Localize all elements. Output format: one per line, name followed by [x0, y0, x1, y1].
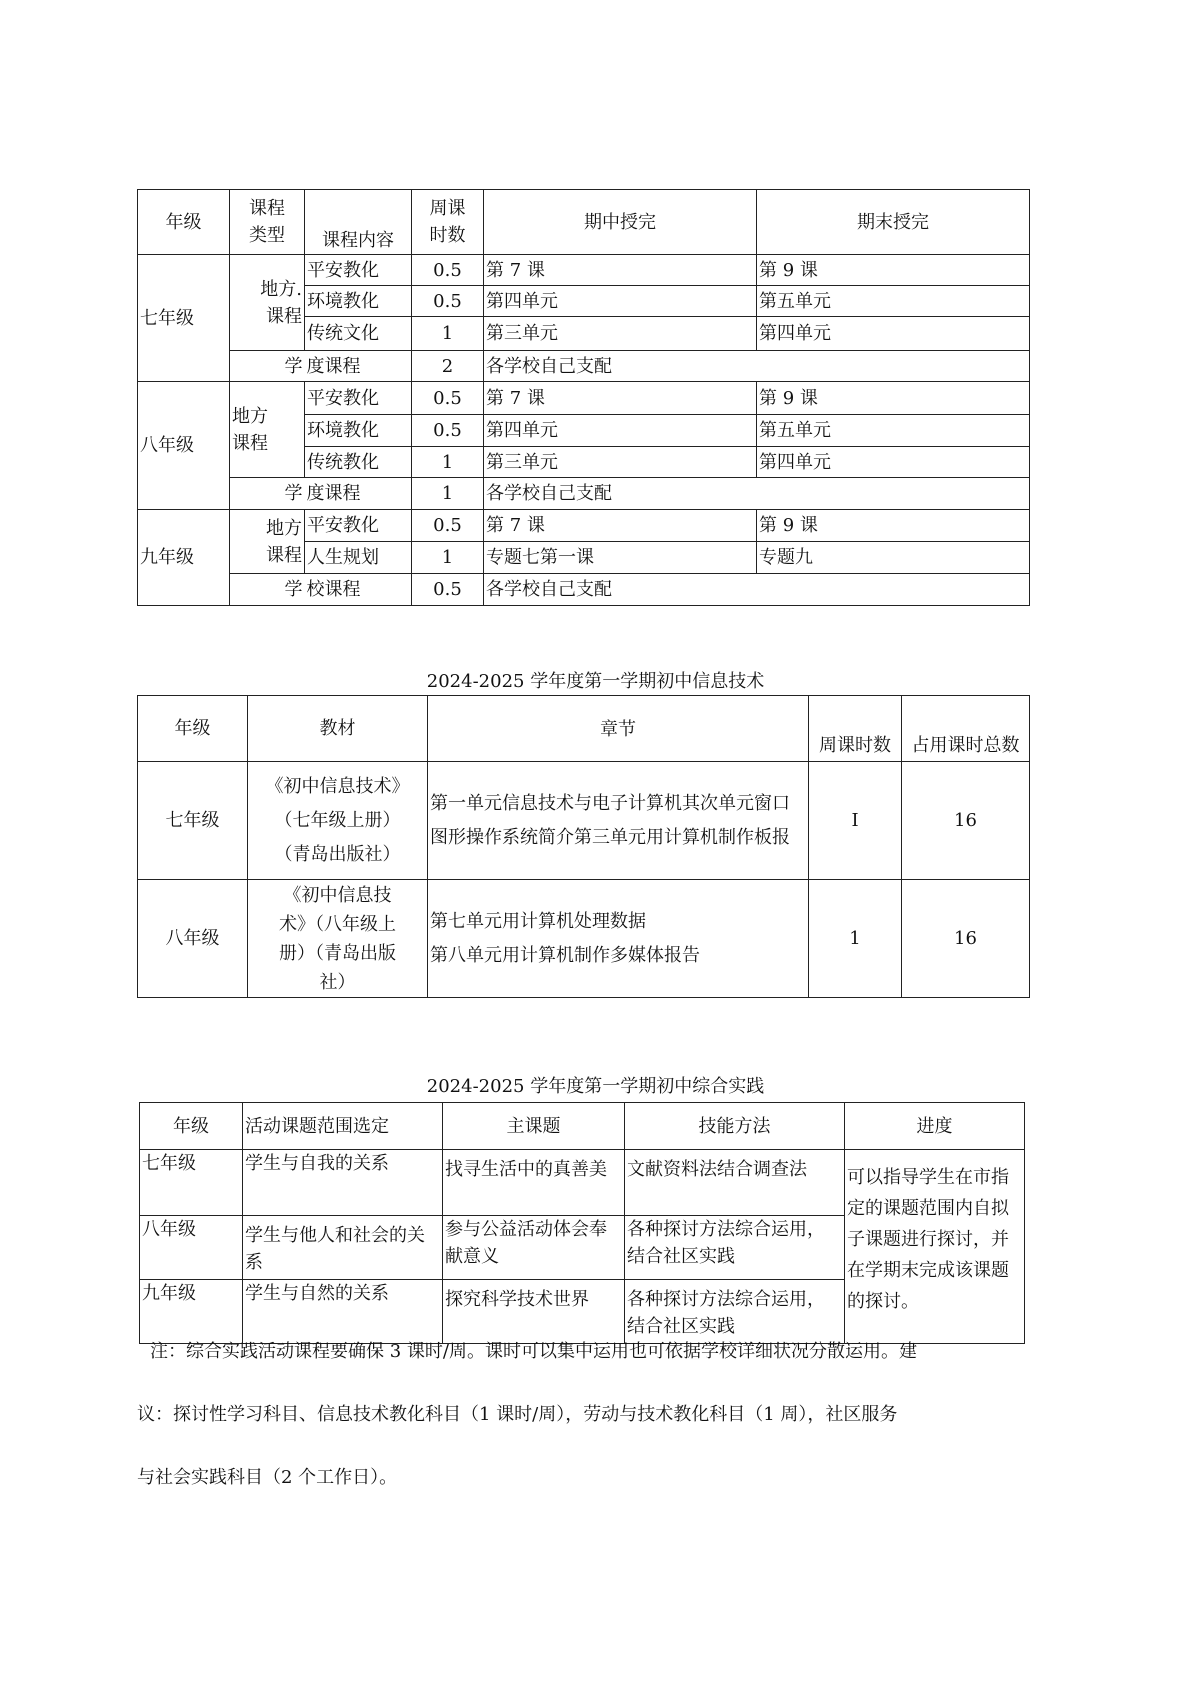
skill-cell: 文献资料法结合调查法 — [625, 1150, 845, 1216]
table-row — [138, 880, 1030, 998]
final-cell: 第四单元 — [757, 317, 1030, 351]
header-main-topic: 主课题 — [443, 1103, 625, 1150]
header-scope: 活动课题范围选定 — [243, 1103, 443, 1150]
note-line-2: 议：探讨性学习科目、信息技术教化科目（1 课时/周），劳动与技术教化科目（1 周），社区服务 — [137, 1404, 898, 1425]
course-type-cell: 地方. 课程 — [230, 255, 305, 351]
school-note-cell: 各学校自己支配 — [484, 574, 1030, 606]
skill-cell: 各种探讨方法综合运用，结合社区实践 — [625, 1280, 845, 1344]
scope-cell: 学生与他人和社会的关系 — [243, 1216, 443, 1280]
school-course-type-cell: 学 — [230, 478, 305, 510]
content-cell: 环境教化 — [305, 415, 412, 447]
hours-cell: 0.5 — [412, 255, 484, 286]
school-note-cell: 各学校自己支配 — [484, 351, 1030, 382]
midterm-cell: 第三单元 — [484, 317, 757, 351]
midterm-cell: 第 7 课 — [484, 510, 757, 542]
header-total-hours: 占用课时总数 — [902, 696, 1030, 762]
grade-cell: 九年级 — [140, 1280, 243, 1344]
progress-cell: 可以指导学生在市指定的课题范围内自拟子课题进行探讨，并在学期末完成该课题的探讨。 — [845, 1150, 1025, 1344]
content-cell: 人生规划 — [305, 542, 412, 574]
header-skill-method: 技能方法 — [625, 1103, 845, 1150]
content-cell: 传统文化 — [305, 317, 412, 351]
hours-cell: 1 — [412, 542, 484, 574]
info-tech-title: 2024-2025 学年度第一学期初中信息技术 — [426, 671, 765, 692]
content-cell: 环境教化 — [305, 286, 412, 317]
table-header-row — [140, 1103, 1025, 1150]
info-tech-table — [137, 695, 1030, 998]
school-course-content-cell: 校课程 — [305, 574, 412, 606]
grade-cell: 八年级 — [138, 880, 248, 998]
topic-cell: 探究科学技术世界 — [443, 1280, 625, 1344]
hours-cell: 0.5 — [412, 510, 484, 542]
header-grade: 年级 — [138, 696, 248, 762]
school-course-content-cell: 度课程 — [305, 351, 412, 382]
table-row — [140, 1150, 1025, 1216]
note-line-1: 注：综合实践活动课程要确保 3 课时/周。课时可以集中运用也可依据学校详细状况分散运用。建 — [150, 1341, 917, 1362]
final-cell: 第 9 课 — [757, 382, 1030, 415]
total-hours-cell: 16 — [902, 880, 1030, 998]
school-note-cell: 各学校自己支配 — [484, 478, 1030, 510]
total-hours-cell: 16 — [902, 762, 1030, 880]
final-cell: 第 9 课 — [757, 255, 1030, 286]
hours-cell: 1 — [412, 478, 484, 510]
final-cell: 第 9 课 — [757, 510, 1030, 542]
hours-cell: 0.5 — [412, 382, 484, 415]
midterm-cell: 第 7 课 — [484, 382, 757, 415]
weekly-hours-cell: I — [809, 762, 902, 880]
table-row — [138, 478, 1030, 510]
practice-title: 2024-2025 学年度第一学期初中综合实践 — [426, 1076, 765, 1097]
final-cell: 专题九 — [757, 542, 1030, 574]
chapter-cell: 第七单元用计算机处理数据 第八单元用计算机制作多媒体报告 — [428, 880, 809, 998]
midterm-cell: 第三单元 — [484, 447, 757, 478]
header-grade: 年级 — [140, 1103, 243, 1150]
chapter-cell: 第一单元信息技术与电子计算机其次单元窗口图形操作系统简介第三单元用计算机制作板报 — [428, 762, 809, 880]
table-row — [138, 762, 1030, 880]
table-row — [138, 351, 1030, 382]
school-course-type-cell: 学 — [230, 574, 305, 606]
practice-table — [139, 1102, 1025, 1344]
final-cell: 第五单元 — [757, 286, 1030, 317]
grade-cell: 七年级 — [138, 762, 248, 880]
header-midterm: 期中授完 — [484, 190, 757, 255]
textbook-cell: 《初中信息技 术》（八年级上 册）（青岛出版 社） — [248, 880, 428, 998]
header-textbook: 教材 — [248, 696, 428, 762]
textbook-cell: 《初中信息技术》 （七年级上册） （青岛出版社） — [248, 762, 428, 880]
midterm-cell: 专题七第一课 — [484, 542, 757, 574]
content-cell: 传统教化 — [305, 447, 412, 478]
note-line-3: 与社会实践科目（2 个工作日）。 — [137, 1467, 398, 1488]
weekly-hours-cell: 1 — [809, 880, 902, 998]
scope-cell: 学生与自我的关系 — [243, 1150, 443, 1216]
grade-cell: 七年级 — [140, 1150, 243, 1216]
hours-cell: 1 — [412, 447, 484, 478]
hours-cell: 2 — [412, 351, 484, 382]
course-schedule-table — [137, 189, 1030, 606]
header-weekly-hours: 周课 时数 — [412, 190, 484, 255]
header-weekly-hours: 周课时数 — [809, 696, 902, 762]
skill-cell: 各种探讨方法综合运用，结合社区实践 — [625, 1216, 845, 1280]
school-course-content-cell: 度课程 — [305, 478, 412, 510]
header-grade: 年级 — [138, 190, 230, 255]
grade-cell: 八年级 — [140, 1216, 243, 1280]
hours-cell: 0.5 — [412, 574, 484, 606]
header-course-type: 课程 类型 — [230, 190, 305, 255]
content-cell: 平安教化 — [305, 382, 412, 415]
table-header-row — [138, 696, 1030, 762]
grade-cell: 八年级 — [138, 382, 230, 510]
header-final: 期末授完 — [757, 190, 1030, 255]
midterm-cell: 第四单元 — [484, 415, 757, 447]
content-cell: 平安教化 — [305, 255, 412, 286]
topic-cell: 找寻生活中的真善美 — [443, 1150, 625, 1216]
midterm-cell: 第 7 课 — [484, 255, 757, 286]
table-row — [138, 255, 1030, 286]
course-type-cell: 地方 课程 — [230, 510, 305, 574]
table-row — [138, 382, 1030, 415]
final-cell: 第五单元 — [757, 415, 1030, 447]
topic-cell: 参与公益活动体会奉献意义 — [443, 1216, 625, 1280]
course-type-cell: 地方 课程 — [230, 382, 305, 478]
hours-cell: 1 — [412, 317, 484, 351]
table-row — [138, 574, 1030, 606]
header-progress: 进度 — [845, 1103, 1025, 1150]
table-header-row — [138, 190, 1030, 255]
header-course-content: 课程内容 — [305, 190, 412, 255]
midterm-cell: 第四单元 — [484, 286, 757, 317]
hours-cell: 0.5 — [412, 415, 484, 447]
hours-cell: 0.5 — [412, 286, 484, 317]
content-cell: 平安教化 — [305, 510, 412, 542]
table-row — [138, 510, 1030, 542]
scope-cell: 学生与自然的关系 — [243, 1280, 443, 1344]
final-cell: 第四单元 — [757, 447, 1030, 478]
grade-cell: 七年级 — [138, 255, 230, 382]
school-course-type-cell: 学 — [230, 351, 305, 382]
grade-cell: 九年级 — [138, 510, 230, 606]
header-chapter: 章节 — [428, 696, 809, 762]
